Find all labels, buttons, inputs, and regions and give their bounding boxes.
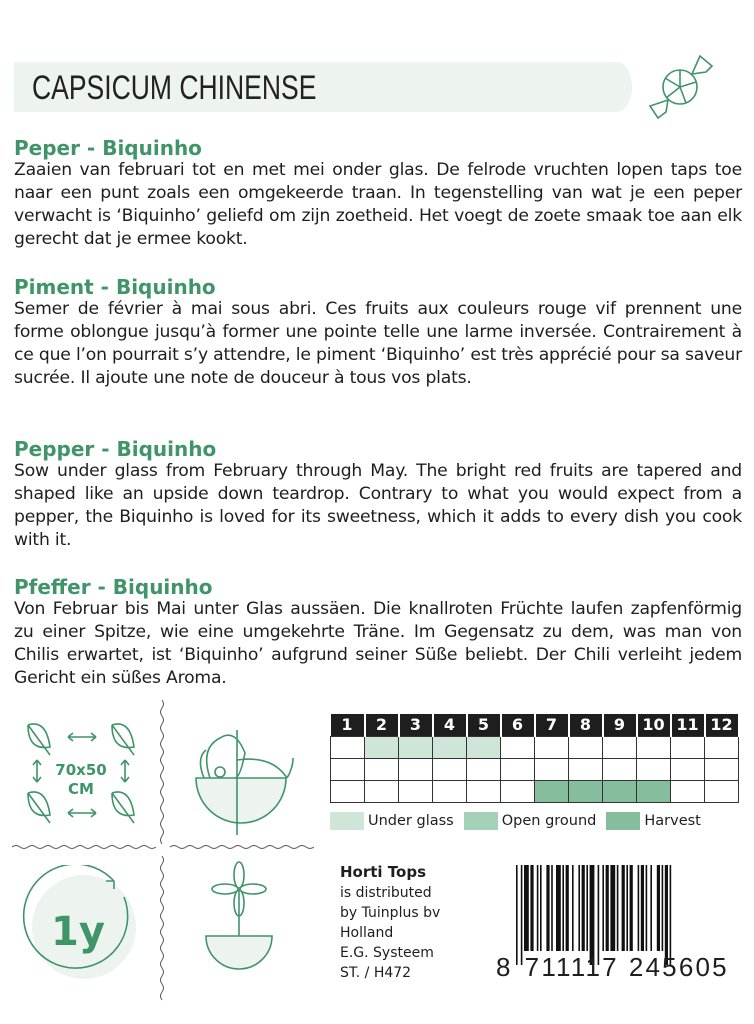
section-body: Von Februar bis Mai unter Glas aussäen. Die knallroten Früchte laufen zapfenförmig zu einer Spitze, wie eine umgekehrte Träne. Im Gegensatz zu dem, was man von Chilis erwartet, ist ‘Biquinho’ aufgrund seiner Süße beliebt. Der Chili verleiht jedem Gericht ein süßes Aroma. <box>14 599 742 688</box>
barcode-bar <box>590 865 595 965</box>
barcode-bar <box>572 865 574 951</box>
section-heading: Pfeffer - Biquinho <box>14 575 213 599</box>
spacing-unit: CM <box>68 780 94 798</box>
barcode-bar <box>578 865 580 951</box>
calendar-cell <box>569 758 603 780</box>
barcode-bar <box>650 865 652 951</box>
month-header: 2 <box>365 714 399 736</box>
calendar-cell <box>467 780 501 802</box>
brand-name: Horti Tops <box>340 863 427 881</box>
calendar-cell <box>467 736 501 758</box>
barcode-bar <box>582 865 585 951</box>
distributor-line: E.G. Systeem <box>340 945 434 961</box>
section-en <box>14 438 742 552</box>
barcode-bar <box>562 865 564 951</box>
section-de <box>14 576 742 690</box>
calendar-cell <box>331 736 365 758</box>
month-header: 8 <box>569 714 603 736</box>
calendar-legend <box>330 812 711 830</box>
section-body: Sow under glass from February through May. The bright red fruits are tapered and shaped like an upside down teardrop. Contrary to what you would expect from a pepper, the Biquinho is loved for its sweetness, which it adds to every dish you cook with it. <box>14 461 742 550</box>
spacing-value: 70x50 <box>55 761 107 779</box>
distributor-info <box>340 862 440 983</box>
calendar-cell <box>331 758 365 780</box>
calendar-row-harvest <box>331 780 739 802</box>
barcode-bar <box>540 865 542 951</box>
calendar-cell <box>501 780 535 802</box>
distributor-line: by Tuinplus bv <box>340 905 441 921</box>
calendar-cell <box>671 758 705 780</box>
month-header: 10 <box>637 714 671 736</box>
section-body: Semer de février à mai sous abri. Ces fruits aux couleurs rouge vif prennent une forme oblongue jusqu’à former une pointe telle une larme inversée. Contrairement à ce que l’on pourrait s’y attendre, le piment ‘Biquinho’ est très apprécié pour sa saveur sucrée. Il ajoute une note de douceur à tous vos plats. <box>14 299 742 388</box>
month-header: 5 <box>467 714 501 736</box>
legend-swatch-open-ground <box>464 812 498 830</box>
barcode-bar <box>617 865 619 951</box>
calendar-cell <box>399 758 433 780</box>
calendar-cell <box>637 780 671 802</box>
annual-cycle-icon <box>20 865 145 990</box>
calendar-row-open-ground <box>331 758 739 780</box>
barcode-bar <box>626 865 628 951</box>
calendar-cell <box>399 736 433 758</box>
calendar-cell <box>501 736 535 758</box>
barcode-bar <box>546 865 549 951</box>
month-header: 11 <box>671 714 705 736</box>
legend-swatch-under-glass <box>330 812 364 830</box>
harvest-bowl-icon <box>190 720 300 835</box>
barcode-bar <box>598 865 600 965</box>
spacing-icon <box>20 715 145 830</box>
barcode-bar <box>670 865 672 965</box>
barcode-right-digits: 245605 <box>628 952 729 982</box>
calendar-cell <box>433 780 467 802</box>
month-header: 6 <box>501 714 535 736</box>
barcode-bar <box>657 865 660 951</box>
barcode-bar <box>665 865 668 965</box>
calendar-cell <box>535 780 569 802</box>
barcode-number <box>496 952 729 983</box>
calendar-cell <box>569 780 603 802</box>
calendar-cell <box>399 780 433 802</box>
section-fr <box>14 276 742 390</box>
barcode-left-digits: 711117 <box>524 952 619 982</box>
section-nl <box>14 137 742 251</box>
barcode-bar <box>586 865 588 951</box>
calendar-cell <box>637 758 671 780</box>
calendar-cell <box>365 780 399 802</box>
calendar-cell <box>671 736 705 758</box>
barcode <box>516 865 722 965</box>
distributor-line: Holland <box>340 925 394 941</box>
barcode-first-digit: 8 <box>496 952 513 982</box>
calendar-cell <box>637 736 671 758</box>
legend-under-glass: Under glass <box>368 813 454 829</box>
section-body: Zaaien van februari tot en met mei onder glas. De felrode vruchten lopen taps toe naar een punt zoals een omgekeerde traan. In tegenstelling van wat je een peper verwacht is ‘Biquinho’ geliefd om zijn zoetheid. Het voegt de zoete smaak toe aan elk gerecht dat je ermee kookt. <box>14 160 742 249</box>
section-heading: Pepper - Biquinho <box>14 437 217 461</box>
barcode-bar <box>537 865 539 951</box>
sowing-calendar <box>330 714 740 803</box>
calendar-cell <box>603 780 637 802</box>
calendar-row-under-glass <box>331 736 739 758</box>
barcode-bar <box>521 865 523 965</box>
month-header: 3 <box>399 714 433 736</box>
barcode-bar <box>662 865 664 951</box>
calendar-cell <box>705 758 739 780</box>
calendar-cell <box>569 736 603 758</box>
calendar-cell <box>365 758 399 780</box>
section-heading: Piment - Biquinho <box>14 275 216 299</box>
calendar-cell <box>705 736 739 758</box>
calendar-cell <box>501 758 535 780</box>
candy-icon <box>644 52 716 122</box>
calendar-cell <box>331 780 365 802</box>
legend-harvest: Harvest <box>644 813 701 829</box>
calendar-cell <box>433 758 467 780</box>
calendar-cell <box>705 780 739 802</box>
month-header: 7 <box>535 714 569 736</box>
title-banner <box>14 62 632 112</box>
calendar-cell <box>535 736 569 758</box>
barcode-bar <box>610 865 615 951</box>
barcode-bar <box>524 865 529 951</box>
calendar-cell <box>535 758 569 780</box>
barcode-bar <box>551 865 553 951</box>
barcode-bar <box>530 865 533 951</box>
calendar-cell <box>603 758 637 780</box>
calendar-cell <box>603 736 637 758</box>
calendar-cell <box>671 780 705 802</box>
distributor-line: ST. / H472 <box>340 965 412 981</box>
barcode-bar <box>638 865 640 951</box>
barcode-bar <box>556 865 561 951</box>
barcode-bar <box>606 865 609 951</box>
barcode-bar <box>602 865 604 951</box>
section-heading: Peper - Biquinho <box>14 136 202 160</box>
species-title: CAPSICUM CHINENSE <box>32 69 317 107</box>
potted-flower-icon <box>200 860 280 995</box>
month-header: 9 <box>603 714 637 736</box>
month-header: 12 <box>705 714 739 736</box>
legend-swatch-harvest <box>606 812 640 830</box>
calendar-cell <box>365 736 399 758</box>
barcode-bar <box>566 865 569 951</box>
month-header: 1 <box>331 714 365 736</box>
barcode-bar <box>516 865 518 965</box>
calendar-cell <box>433 736 467 758</box>
barcode-bar <box>630 865 633 951</box>
legend-open-ground: Open ground <box>501 813 597 829</box>
lifecycle-label: 1y <box>51 909 105 955</box>
barcode-bar <box>646 865 648 951</box>
distributor-line: is distributed <box>340 885 432 901</box>
barcode-bar <box>622 865 625 951</box>
month-header: 4 <box>433 714 467 736</box>
barcode-bar <box>641 865 644 951</box>
calendar-cell <box>467 758 501 780</box>
